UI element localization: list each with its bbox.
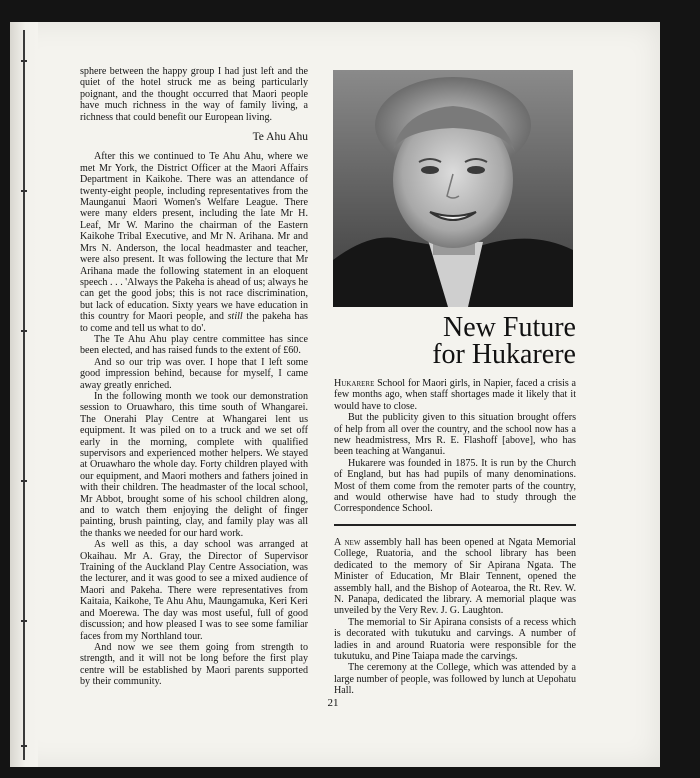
paragraph-text: School for Maori girls, in Napier, faced a crisis a few months ago, when staff shortages made it likely that it would have to close. — [334, 378, 576, 412]
paragraph-text: assembly hall has been opened at Ngata Memorial College, Ruatoria, and the school library has been dedicated to the memory of Sir Apirana Ngata. The Minister of Education, Mr Blair Tennent, opened the assembly hall, and the Bishop of Aotearoa, the Rt. Rev. W. N. Panapa, dedicated the library. A memorial plaque was unveiled by the Very Rev. J. G. Laughton. — [334, 536, 576, 617]
spine-mark — [21, 60, 27, 62]
lead-word: A — [334, 536, 345, 548]
body-paragraph: And now we see them going from strength to strength, and it will not be long before the first play centre will be established by Maori parents supported by their community. — [80, 641, 308, 688]
left-article-column — [80, 66, 308, 688]
body-paragraph: In the following month we took our demonstration session to Oruawharo, this time south of Whangarei. The Onerahi Play Centre at Whangarei lent us equipment. It was piled on to a truck and we set off early in the morning, complete with qualified supervisors and experienced mother helpers. We stayed at Oruawharo the whole day. Forty children played with our equipment, and Maori mothers and fathers joined in with their children. The headmaster of the local school, Mr Abbot, brought some of his school children along, and to watch them enjoying the delight of finger painting, brush painting, clay, and family play was all the thanks we needed for our hard work. — [80, 390, 308, 539]
body-paragraph — [334, 537, 576, 617]
portrait-photo — [333, 70, 573, 307]
spine-mark — [21, 190, 27, 192]
body-paragraph: But the publicity given to this situation brought offers of help from all over the country, and the school now has a new headmistress, Mrs R. E. Flashoff [above], who has been teaching at Wanganui. — [334, 412, 576, 458]
article-headline — [334, 314, 576, 368]
article-gap — [334, 515, 576, 537]
intro-paragraph: sphere between the happy group I had just left and the quiet of the hotel struck me as being particularly poignant, and the thought occurred that Maori people have much richness in the way of family living, a richness that could benefit our European living. — [80, 66, 308, 123]
headline-line: New Future — [443, 312, 576, 343]
page-number: 21 — [327, 697, 339, 709]
right-article-column — [334, 378, 576, 697]
spine-line — [23, 30, 25, 760]
lead-word: new — [344, 536, 361, 548]
paragraph-text: the pakeha has to come and tell us what to do'. — [80, 311, 308, 334]
headline-line: for Hukarere — [432, 339, 576, 370]
body-paragraph: And so our trip was over. I hope that I left some good impression behind, because for myself, I came away greatly enriched. — [80, 356, 308, 391]
section-heading: Te Ahu Ahu — [252, 131, 308, 144]
body-paragraph: As well as this, a day school was arranged at Okaihau. Mr A. Gray, the Director of Supervisor Training of the Auckland Play Centre Association, was the lecturer, and it was good to see a mixed audience of Maori and Pakeha. There were representatives from Kaitaia, Kaikohe, Te Ahu Ahu, Maungamuka, Keri Keri and Moerewa. The day was most useful, full of good discussion; and how pleased I was to see some familiar faces from my Northland tour. — [80, 539, 308, 642]
portrait-illustration — [333, 70, 573, 307]
spine-mark — [21, 620, 27, 622]
lead-word: Hukarere — [334, 378, 375, 389]
body-paragraph: The memorial to Sir Apirana consists of a recess which is decorated with tukutuku and carvings. A number of ladies in and around Ruatoria were responsible for the tukutuku, and Pine Taiapa made the carvings. — [334, 616, 576, 662]
body-paragraph: The ceremony at the College, which was attended by a large number of people, was followed by lunch at Uepohatu Hall. — [334, 662, 576, 697]
body-paragraph — [334, 378, 576, 412]
spine-mark — [21, 745, 27, 747]
spine-mark — [21, 480, 27, 482]
spine-mark — [21, 330, 27, 332]
body-paragraph — [80, 151, 308, 334]
paragraph-text: After this we continued to Te Ahu Ahu, where we met Mr York, the District Officer at the Maori Affairs Department in Kaikohe. There was an attendance of twenty-eight people, including representatives from the Maunganui Maori Women's Welfare League. There were many elders present, including the late Mr H. Leaf, Mr W. Marino the chairman of the Eastern Kaikohe Tribal Executive, and Mr N. Arihana. Mr and Mrs N. Anderson, the local headmaster and teacher, were also present. It was following the lecture that Mr Arihana made the following statement in an eloquent speech . . . 'Always the Pakeha is ahead of us; always he can get the good jobs; this is not race discrimination, but lack of education. Sixty years we have education in this country for Maori people, and — [80, 151, 308, 323]
body-paragraph: Hukarere was founded in 1875. It is run by the Church of England, but has had pupils of many denominations. Most of them come from the remoter parts of the country, and would otherwise have had to study through the Correspondence School. — [334, 457, 576, 515]
italic-word: still — [227, 311, 243, 323]
body-paragraph: The Te Ahu Ahu play centre committee has since been elected, and has raised funds to the extent of £60. — [80, 333, 308, 357]
article-divider — [334, 524, 576, 526]
